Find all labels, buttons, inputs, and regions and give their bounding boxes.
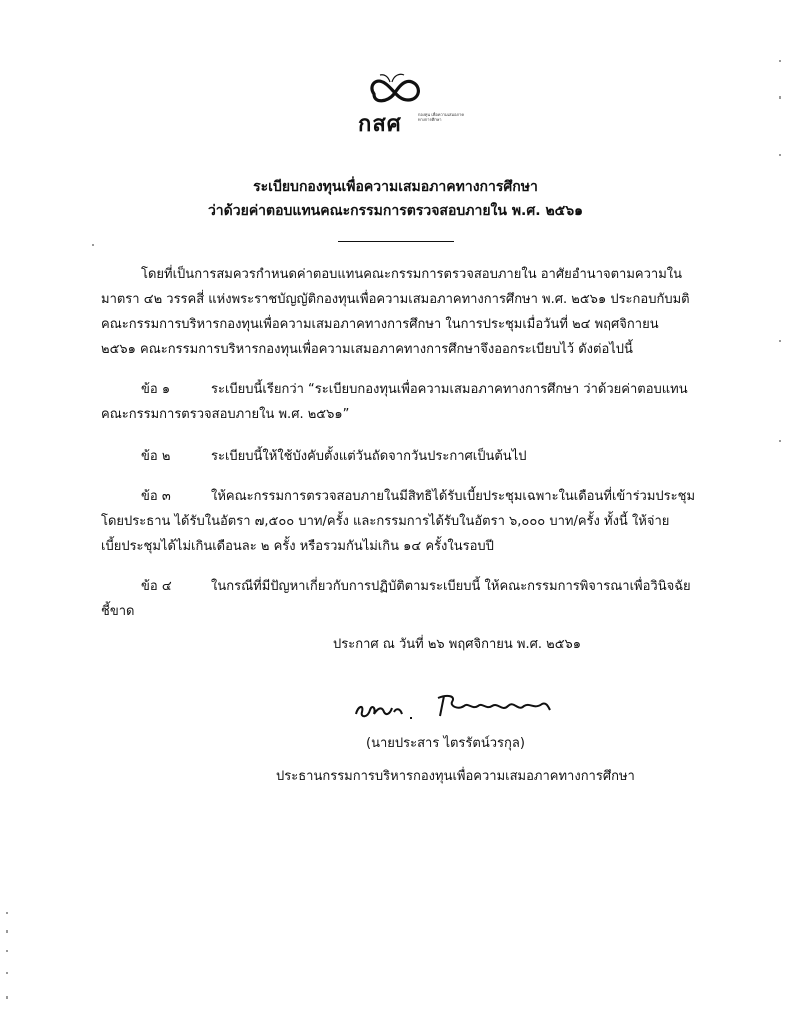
logo-acronym: กสศ bbox=[358, 112, 402, 137]
signer-position: ประธานกรรมการบริหารกองทุนเพื่อความเสมอภาคทางการศึกษา bbox=[276, 769, 635, 784]
preamble-line: ๒๕๖๑ คณะกรรมการบริหารกองทุนเพื่อความเสมอภาคทางการศึกษาจึงออกระเบียบไว้ ดังต่อไปนี้ bbox=[101, 342, 633, 357]
infinity-butterfly-logo-icon bbox=[366, 72, 426, 110]
scan-speck bbox=[6, 912, 8, 914]
clause-number: ข้อ ๓ bbox=[141, 489, 171, 504]
clause-text: ระเบียบนี้ให้ใช้บังคับตั้งแต่วันถัดจากวันประกาศเป็นต้นไป bbox=[211, 449, 527, 464]
clause-number: ข้อ ๒ bbox=[141, 449, 171, 464]
clause-text: ให้คณะกรรมการตรวจสอบภายในมีสิทธิได้รับเบี้ยประชุมเฉพาะในเดือนที่เข้าร่วมประชุม bbox=[211, 489, 696, 504]
clause-text: คณะกรรมการตรวจสอบภายใน พ.ศ. ๒๕๖๑” bbox=[101, 407, 350, 422]
scan-speck bbox=[779, 154, 781, 156]
preamble-line: โดยที่เป็นการสมควรกำหนดค่าตอบแทนคณะกรรมการตรวจสอบภายใน อาศัยอำนาจตามความใน bbox=[141, 267, 683, 282]
clause-2 bbox=[101, 444, 697, 469]
clause-4 bbox=[101, 574, 697, 624]
signer-name: (นายประสาร ไตรรัตน์วรกุล) bbox=[366, 736, 525, 751]
document-title: ระเบียบกองทุนเพื่อความเสมอภาคทางการศึกษา bbox=[253, 179, 538, 195]
scan-speck bbox=[92, 244, 94, 246]
preamble-line: คณะกรรมการบริหารกองทุนเพื่อความเสมอภาคทางการศึกษา ในการประชุมเมื่อวันที่ ๒๔ พฤศจิกายน bbox=[101, 317, 659, 332]
scan-speck bbox=[779, 440, 781, 442]
clause-text: โดยประธาน ได้รับในอัตรา ๗,๕๐๐ บาท/ครั้ง และกรรมการได้รับในอัตรา ๖,๐๐๐ บาท/ครั้ง ทั้งนี้ ให้จ่าย bbox=[101, 514, 670, 529]
scan-speck bbox=[6, 996, 8, 999]
preamble-paragraph bbox=[101, 262, 697, 362]
scan-speck bbox=[6, 972, 8, 974]
scan-speck bbox=[779, 96, 781, 99]
clause-number: ข้อ ๑ bbox=[141, 382, 171, 397]
handwritten-signature bbox=[348, 688, 558, 726]
preamble-line: มาตรา ๔๒ วรรคสี่ แห่งพระราชบัญญัติกองทุนเพื่อความเสมอภาคทางการศึกษา พ.ศ. ๒๕๖๑ ประกอบกับมติ bbox=[101, 292, 690, 307]
clause-number: ข้อ ๔ bbox=[141, 579, 172, 594]
title-divider bbox=[338, 241, 454, 242]
organization-logo bbox=[358, 72, 468, 137]
scan-speck bbox=[779, 340, 781, 342]
clause-text: เบี้ยประชุมได้ไม่เกินเดือนละ ๒ ครั้ง หรือรวมกันไม่เกิน ๑๔ ครั้งในรอบปี bbox=[101, 539, 494, 554]
clause-text: ชี้ขาด bbox=[101, 604, 135, 619]
scan-speck bbox=[779, 60, 781, 62]
announcement-date: ประกาศ ณ วันที่ ๒๖ พฤศจิกายน พ.ศ. ๒๕๖๑ bbox=[333, 637, 582, 652]
scan-speck bbox=[6, 930, 8, 933]
scan-speck bbox=[6, 950, 8, 952]
logo-subtitle: กองทุน เพื่อความเสมอภาค ทางการศึกษา bbox=[418, 112, 465, 122]
clause-3 bbox=[101, 484, 697, 559]
clause-1 bbox=[101, 377, 697, 427]
document-subtitle: ว่าด้วยค่าตอบแทนคณะกรรมการตรวจสอบภายใน พ.ศ. ๒๕๖๑ bbox=[207, 203, 584, 219]
clause-text: ระเบียบนี้เรียกว่า “ระเบียบกองทุนเพื่อความเสมอภาคทางการศึกษา ว่าด้วยค่าตอบแทน bbox=[211, 382, 688, 397]
clause-text: ในกรณีที่มีปัญหาเกี่ยวกับการปฏิบัติตามระเบียบนี้ ให้คณะกรรมการพิจารณาเพื่อวินิจฉัย bbox=[211, 579, 691, 594]
